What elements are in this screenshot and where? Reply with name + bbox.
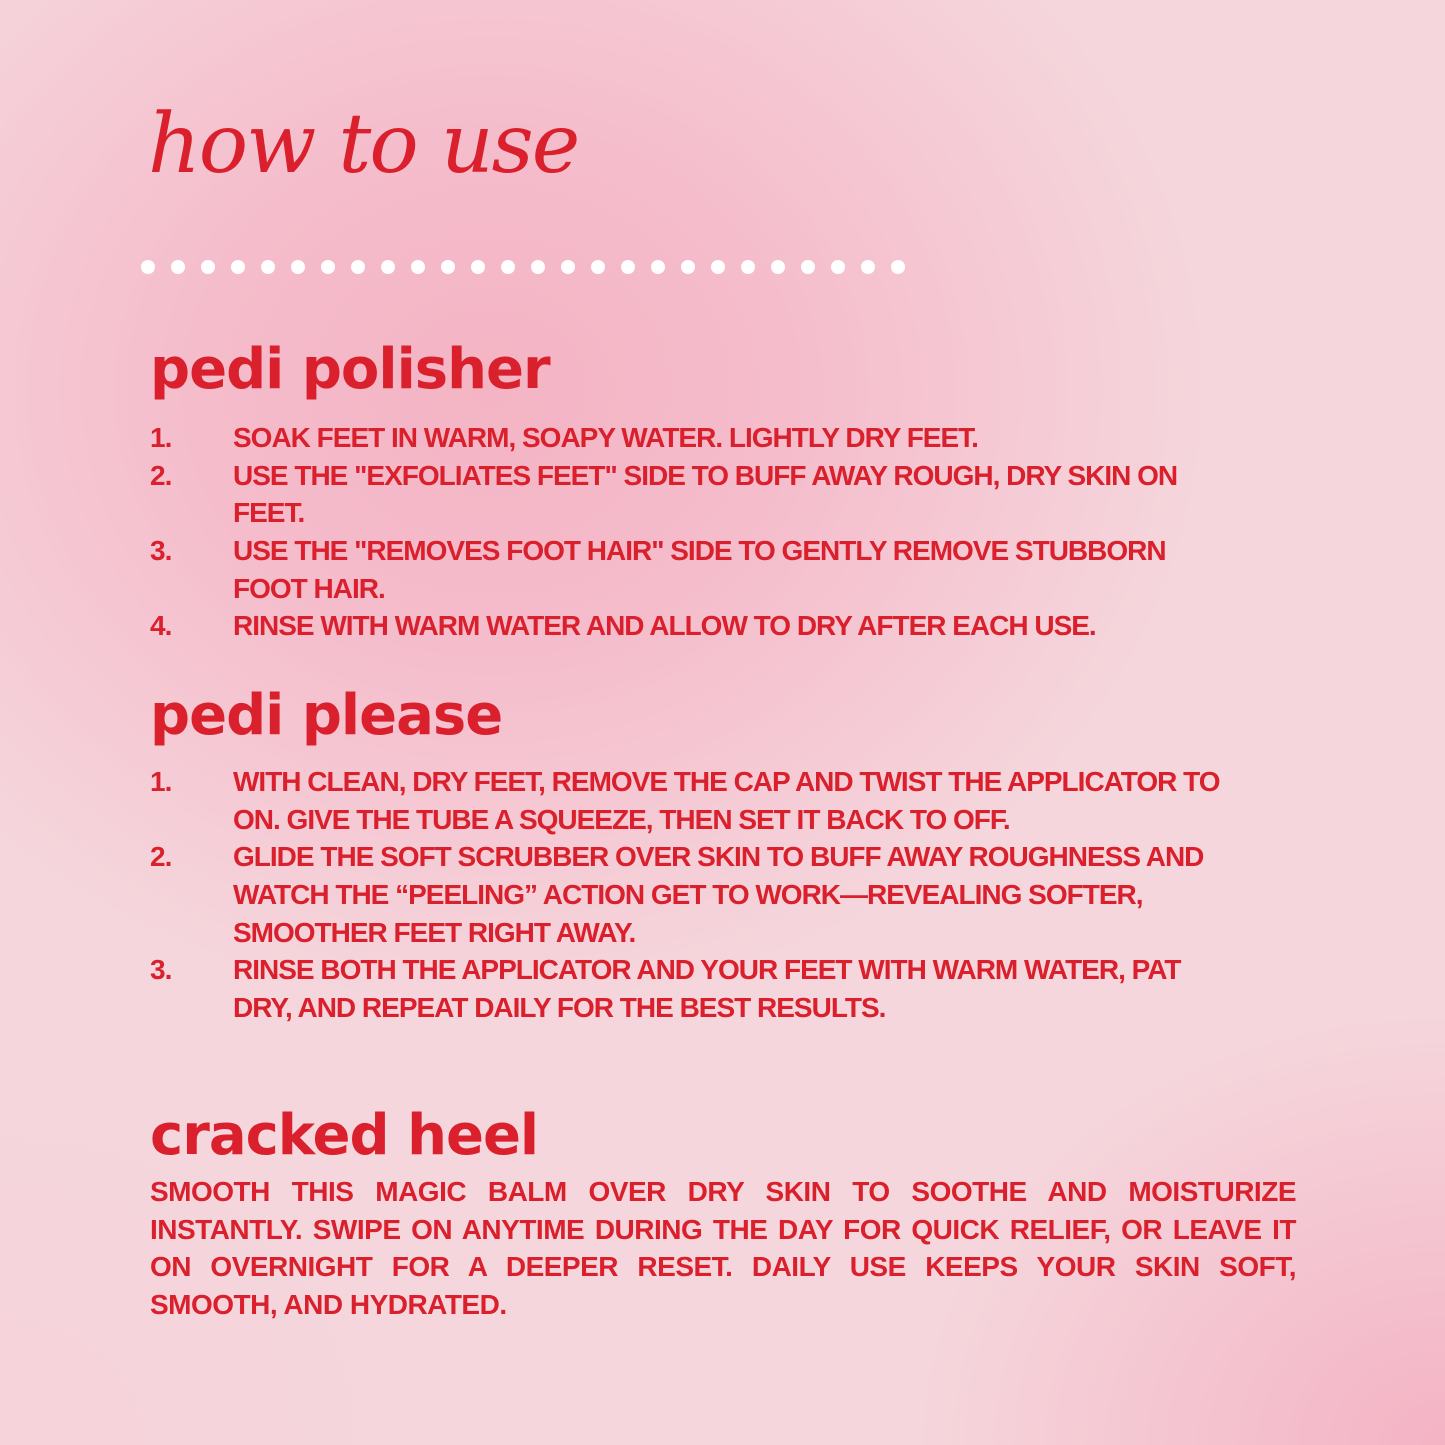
dotted-divider — [141, 260, 941, 274]
step-text: RINSE WITH WARM WATER AND ALLOW TO DRY AFTER EACH USE. — [233, 610, 1096, 642]
divider-dot — [141, 260, 155, 274]
step-number: 1. — [150, 422, 172, 454]
divider-dot — [861, 260, 875, 274]
divider-dot — [501, 260, 515, 274]
list-item — [150, 419, 1230, 457]
section-heading: pedi please — [150, 683, 503, 748]
list-item — [150, 838, 1235, 951]
step-number: 3. — [150, 954, 172, 986]
list-item — [150, 532, 1230, 607]
divider-dot — [561, 260, 575, 274]
list-item — [150, 607, 1230, 645]
divider-dot — [831, 260, 845, 274]
divider-dot — [351, 260, 365, 274]
section-heading: pedi polisher — [150, 337, 550, 402]
step-text: USE THE "REMOVES FOOT HAIR" SIDE TO GENTLY REMOVE STUBBORN FOOT HAIR. — [233, 534, 1166, 604]
divider-dot — [891, 260, 905, 274]
steps-list — [150, 419, 1230, 645]
divider-dot — [621, 260, 635, 274]
section-cracked-heel — [150, 1102, 1296, 1324]
divider-dot — [591, 260, 605, 274]
divider-dot — [321, 260, 335, 274]
step-number: 1. — [150, 766, 172, 798]
divider-dot — [531, 260, 545, 274]
section-paragraph: SMOOTH THIS MAGIC BALM OVER DRY SKIN TO SOOTHE AND MOISTURIZE INSTANTLY. SWIPE ON ANYTIME DURING THE DAY FOR QUICK RELIEF, OR LEAVE IT ON OVERNIGHT FOR A DEEPER RESET. DAILY USE KEEPS YOUR SKIN SOFT, SMOOTH, AND HYDRATED. — [150, 1176, 1296, 1320]
divider-dot — [711, 260, 725, 274]
divider-dot — [231, 260, 245, 274]
divider-dot — [471, 260, 485, 274]
step-text: RINSE BOTH THE APPLICATOR AND YOUR FEET WITH WARM WATER, PAT DRY, AND REPEAT DAILY FOR THE BEST RESULTS. — [233, 954, 1181, 1023]
step-text: GLIDE THE SOFT SCRUBBER OVER SKIN TO BUFF AWAY ROUGHNESS AND WATCH THE “PEELING” ACTION GET TO WORK—REVEALING SOFTER, SMOOTHER FEET RIGHT AWAY. — [233, 841, 1204, 948]
step-text: USE THE "EXFOLIATES FEET" SIDE TO BUFF AWAY ROUGH, DRY SKIN ON FEET. — [233, 459, 1178, 529]
step-number: 2. — [150, 841, 172, 873]
step-number: 3. — [150, 534, 172, 566]
step-text: SOAK FEET IN WARM, SOAPY WATER. LIGHTLY DRY FEET. — [233, 422, 978, 454]
divider-dot — [441, 260, 455, 274]
divider-dot — [741, 260, 755, 274]
step-text: WITH CLEAN, DRY FEET, REMOVE THE CAP AND TWIST THE APPLICATOR TO ON. GIVE THE TUBE A SQUEEZE, THEN SET IT BACK TO OFF. — [233, 766, 1220, 835]
steps-list — [150, 763, 1235, 1026]
step-number: 2. — [150, 459, 172, 491]
list-item — [150, 457, 1230, 532]
divider-dot — [651, 260, 665, 274]
section-heading: cracked heel — [150, 1103, 539, 1168]
divider-dot — [201, 260, 215, 274]
section-pedi-polisher — [150, 336, 1230, 645]
divider-dot — [261, 260, 275, 274]
divider-dot — [411, 260, 425, 274]
section-pedi-please — [150, 682, 1235, 1026]
divider-dot — [381, 260, 395, 274]
list-item — [150, 951, 1235, 1026]
divider-dot — [681, 260, 695, 274]
page-title: how to use — [148, 97, 579, 192]
step-number: 4. — [150, 610, 172, 642]
list-item — [150, 763, 1235, 838]
divider-dot — [771, 260, 785, 274]
divider-dot — [291, 260, 305, 274]
divider-dot — [801, 260, 815, 274]
divider-dot — [171, 260, 185, 274]
